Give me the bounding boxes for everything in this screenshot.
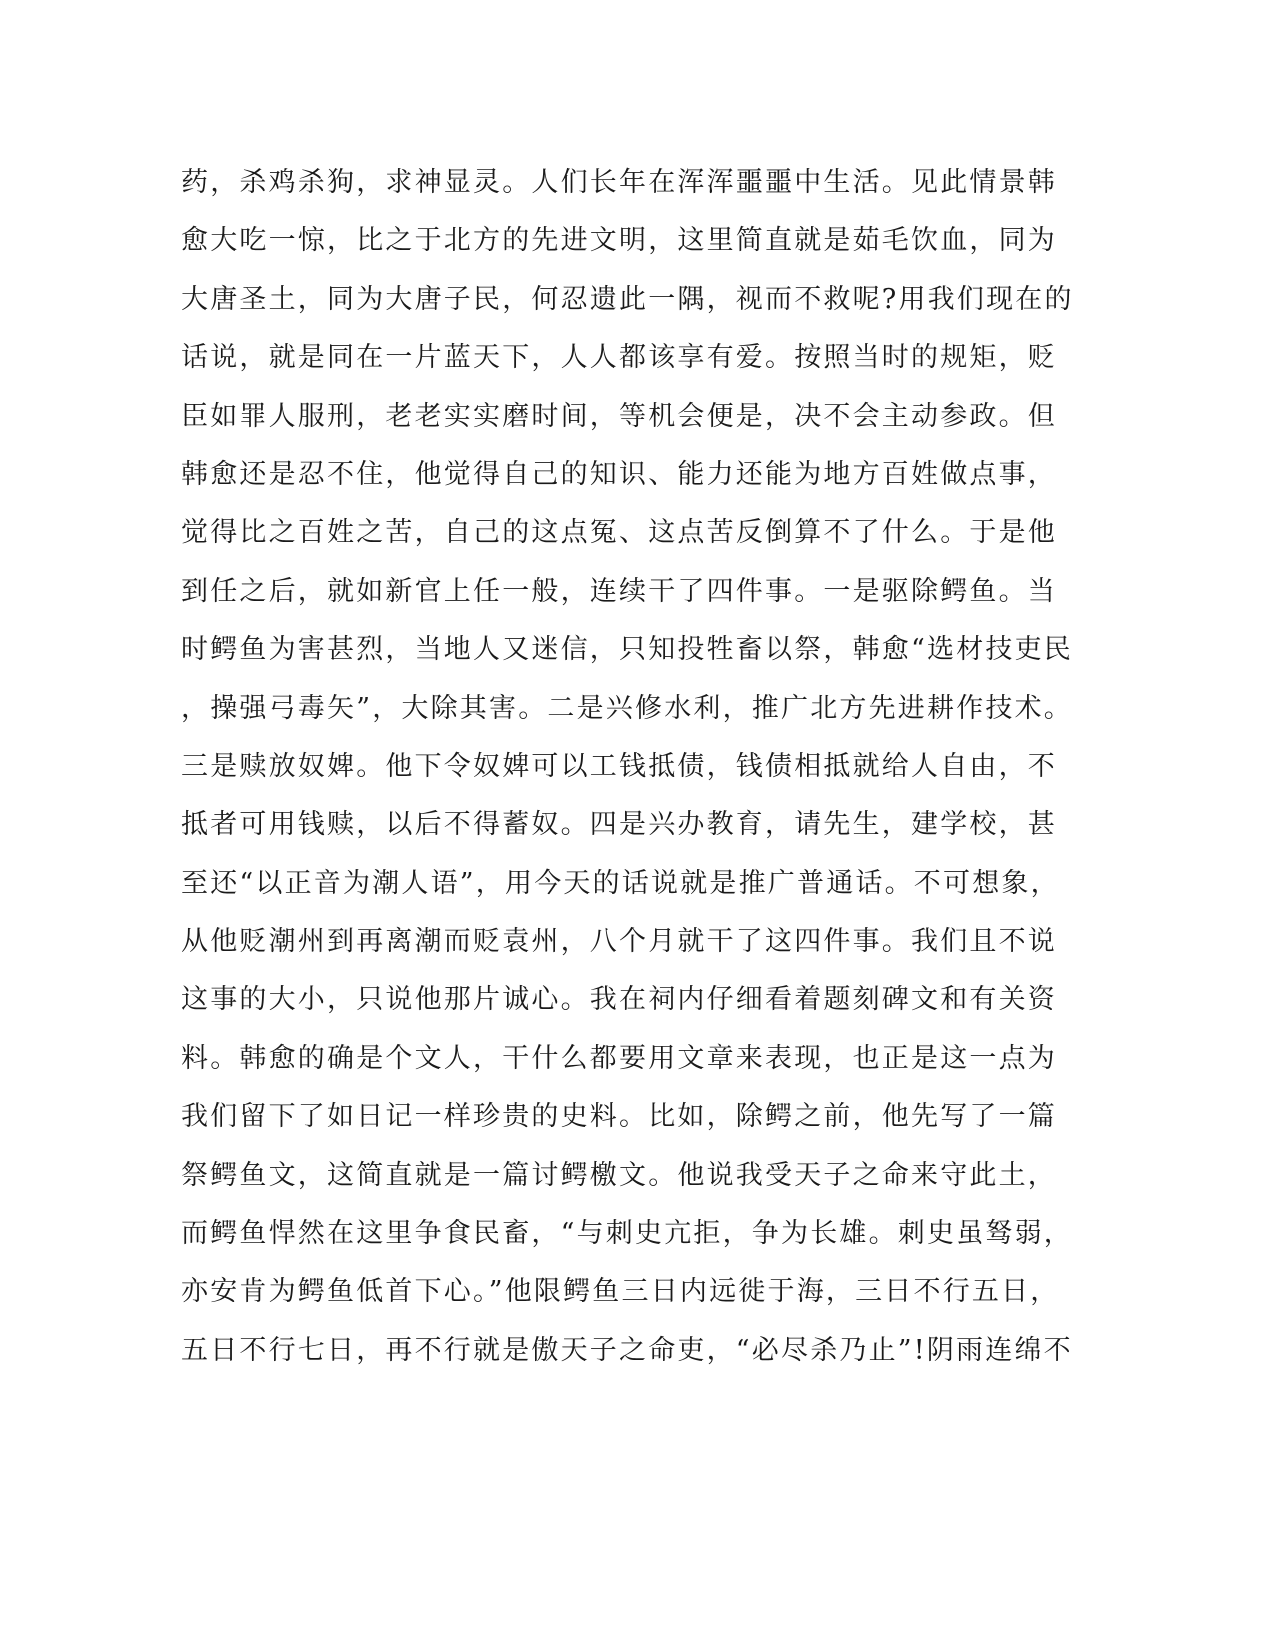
text-line: 到任之后，就如新官上任一般，连续干了四件事。一是驱除鳄鱼。当 [181, 575, 1057, 607]
text-line: 话说，就是同在一片蓝天下，人人都该享有爱。按照当时的规矩，贬 [181, 342, 1057, 374]
text-line: 从他贬潮州到再离潮而贬袁州，八个月就干了这四件事。我们且不说 [181, 926, 1057, 958]
text-line: 药，杀鸡杀狗，求神显灵。人们长年在浑浑噩噩中生活。见此情景韩 [181, 167, 1057, 198]
body-text [181, 154, 1074, 1380]
text-line: 抵者可用钱赎，以后不得蓄奴。四是兴办教育，请先生，建学校，甚 [181, 809, 1057, 841]
text-line: 祭鳄鱼文，这简直就是一篇讨鳄檄文。他说我受天子之命来守此土， [181, 1159, 1057, 1191]
text-line: 三是赎放奴婢。他下令奴婢可以工钱抵债，钱债相抵就给人自由，不 [181, 750, 1057, 782]
text-line: 我们留下了如日记一样珍贵的史料。比如，除鳄之前，他先写了一篇 [181, 1101, 1057, 1133]
text-line: 愈大吃一惊，比之于北方的先进文明，这里简直就是茹毛饮血，同为 [181, 225, 1057, 257]
text-line: 而鳄鱼悍然在这里争食民畜，“与刺史亢拒，争为长雄。刺史虽驽弱， [181, 1218, 1074, 1250]
text-line: 五日不行七日，再不行就是傲天子之命吏，“必尽杀乃止”!阴雨连绵不 [181, 1334, 1073, 1366]
text-line: 韩愈还是忍不住，他觉得自己的知识、能力还能为地方百姓做点事， [181, 458, 1057, 490]
text-line: 亦安肯为鳄鱼低首下心。”他限鳄鱼三日内远徙于海，三日不行五日， [181, 1276, 1060, 1308]
text-line: 至还“以正音为潮人语”，用今天的话说就是推广普通话。不可想象， [181, 867, 1060, 899]
text-line: ，操强弓毒矢”，大除其害。二是兴修水利，推广北方先进耕作技术。 [181, 692, 1074, 724]
text-line: 料。韩愈的确是个文人，干什么都要用文章来表现，也正是这一点为 [181, 1042, 1057, 1074]
text-line: 臣如罪人服刑，老老实实磨时间，等机会便是，决不会主动参政。但 [181, 400, 1057, 432]
text-line: 大唐圣土，同为大唐子民，何忍遗此一隅，视而不救呢?用我们现在的 [181, 283, 1074, 315]
text-line: 这事的大小，只说他那片诚心。我在祠内仔细看着题刻碑文和有关资 [181, 984, 1057, 1016]
text-line: 觉得比之百姓之苦，自己的这点冤、这点苦反倒算不了什么。于是他 [181, 517, 1057, 549]
text-line: 时鳄鱼为害甚烈，当地人又迷信，只知投牲畜以祭，韩愈“选材技吏民 [181, 634, 1074, 666]
